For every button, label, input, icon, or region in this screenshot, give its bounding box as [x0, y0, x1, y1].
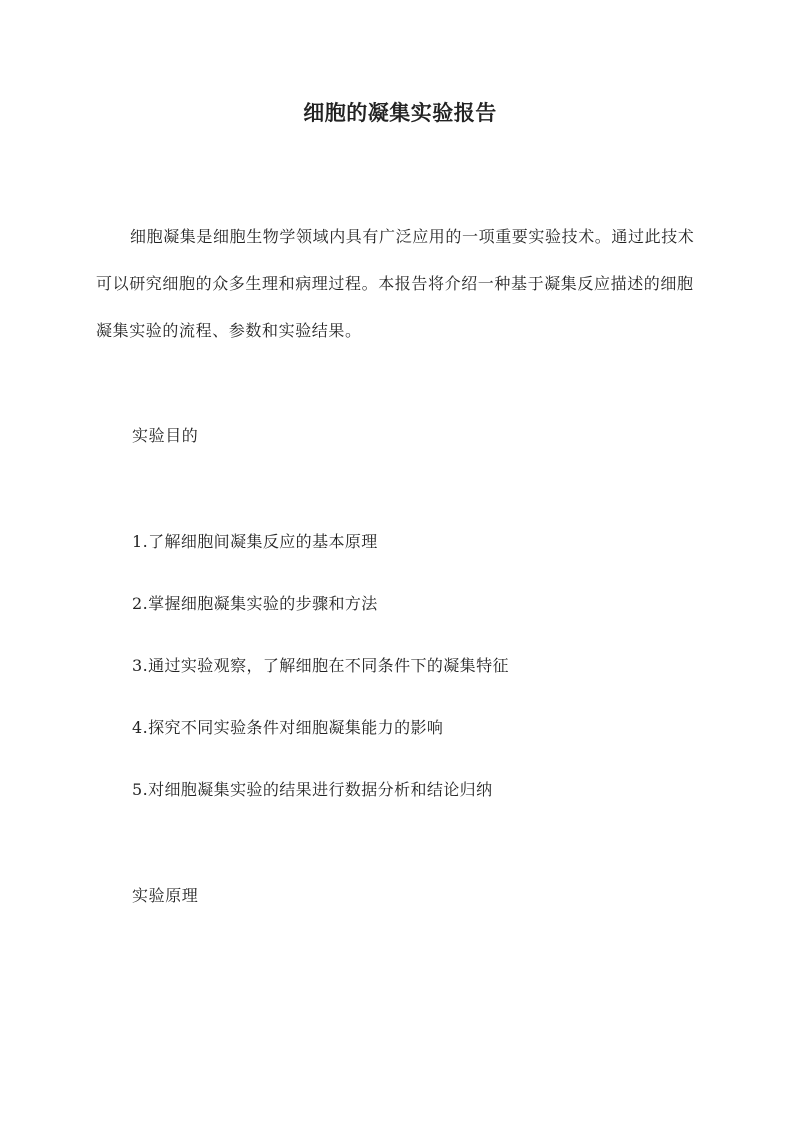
- list-item: 4.探究不同实验条件对细胞凝集能力的影响: [132, 718, 444, 737]
- section-heading-purpose: 实验目的: [132, 426, 199, 445]
- list-item: 3.通过实验观察，了解细胞在不同条件下的凝集特征: [132, 656, 509, 675]
- list-item: 5.对细胞凝集实验的结果进行数据分析和结论归纳: [132, 780, 493, 799]
- intro-paragraph: 细胞凝集是细胞生物学领域内具有广泛应用的一项重要实验技术。通过此技术可以研究细胞的众多生理和病理过程。本报告将介绍一种基于凝集反应描述的细胞凝集实验的流程、参数和实验结果。: [96, 227, 695, 340]
- section-heading-principle: 实验原理: [132, 886, 199, 905]
- list-item: 1.了解细胞间凝集反应的基本原理: [132, 532, 378, 551]
- list-item: 2.掌握细胞凝集实验的步骤和方法: [132, 594, 378, 613]
- page-title: 细胞的凝集实验报告: [303, 100, 497, 125]
